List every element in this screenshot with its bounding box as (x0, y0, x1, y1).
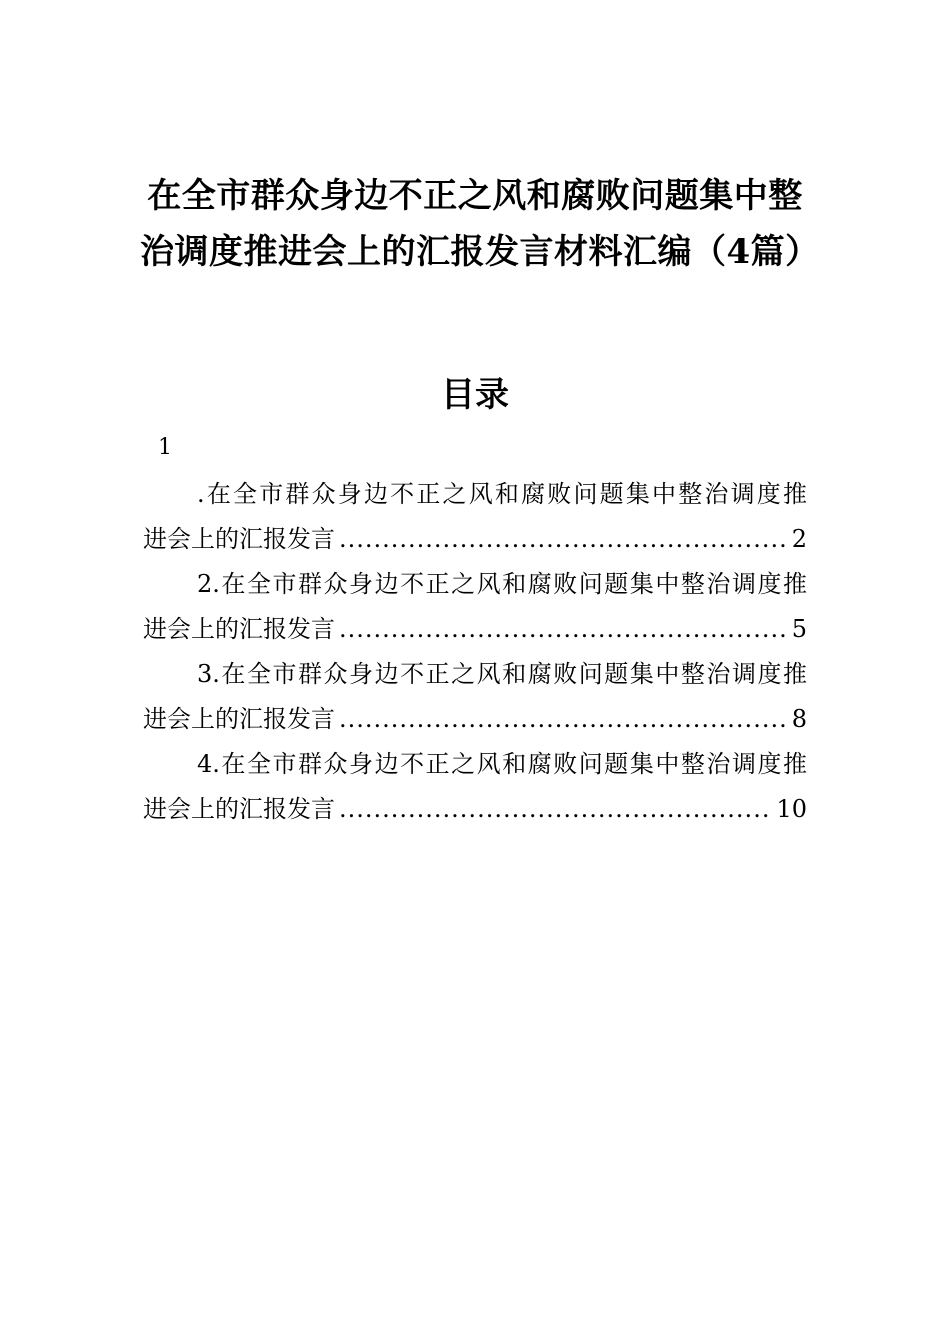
toc-heading: 目录 (441, 375, 509, 415)
toc-dot-leader (339, 517, 788, 562)
toc-dot-leader (339, 787, 772, 832)
toc-entry-title: 3.在全市群众身边不正之风和腐败问题集中整治调度推 (197, 660, 807, 688)
toc-entry-title-end: 进会上的汇报发言 (143, 525, 335, 553)
toc-entry-title: .在全市群众身边不正之风和腐败问题集中整治调度推 (197, 480, 807, 508)
toc-entry-4[interactable] (143, 742, 807, 832)
toc-entry-title: 2.在全市群众身边不正之风和腐败问题集中整治调度推 (197, 570, 807, 598)
toc-entry-continuation (143, 787, 807, 832)
toc-entry-continuation (143, 517, 807, 562)
toc-entry-continuation (143, 697, 807, 742)
toc-entry-title-end: 进会上的汇报发言 (143, 615, 335, 643)
toc-page-number: 8 (791, 705, 807, 733)
toc-page-number: 10 (776, 795, 807, 823)
toc-dot-leader (339, 697, 788, 742)
toc-dot-leader (339, 607, 788, 652)
toc-entry-3[interactable] (143, 652, 807, 742)
toc-entry-title-end: 进会上的汇报发言 (143, 795, 335, 823)
toc-entry-2[interactable] (143, 562, 807, 652)
table-of-contents (143, 472, 807, 832)
toc-entry-title-end: 进会上的汇报发言 (143, 705, 335, 733)
toc-entry-continuation (143, 607, 807, 652)
toc-page-number: 2 (791, 525, 807, 553)
document-title: 在全市群众身边不正之风和腐败问题集中整治调度推进会上的汇报发言材料汇编（4篇） (140, 176, 820, 272)
toc-entry-title: 4.在全市群众身边不正之风和腐败问题集中整治调度推 (197, 750, 807, 778)
list-number: 1 (158, 435, 172, 460)
toc-page-number: 5 (791, 615, 807, 643)
toc-entry-1[interactable] (143, 472, 807, 562)
